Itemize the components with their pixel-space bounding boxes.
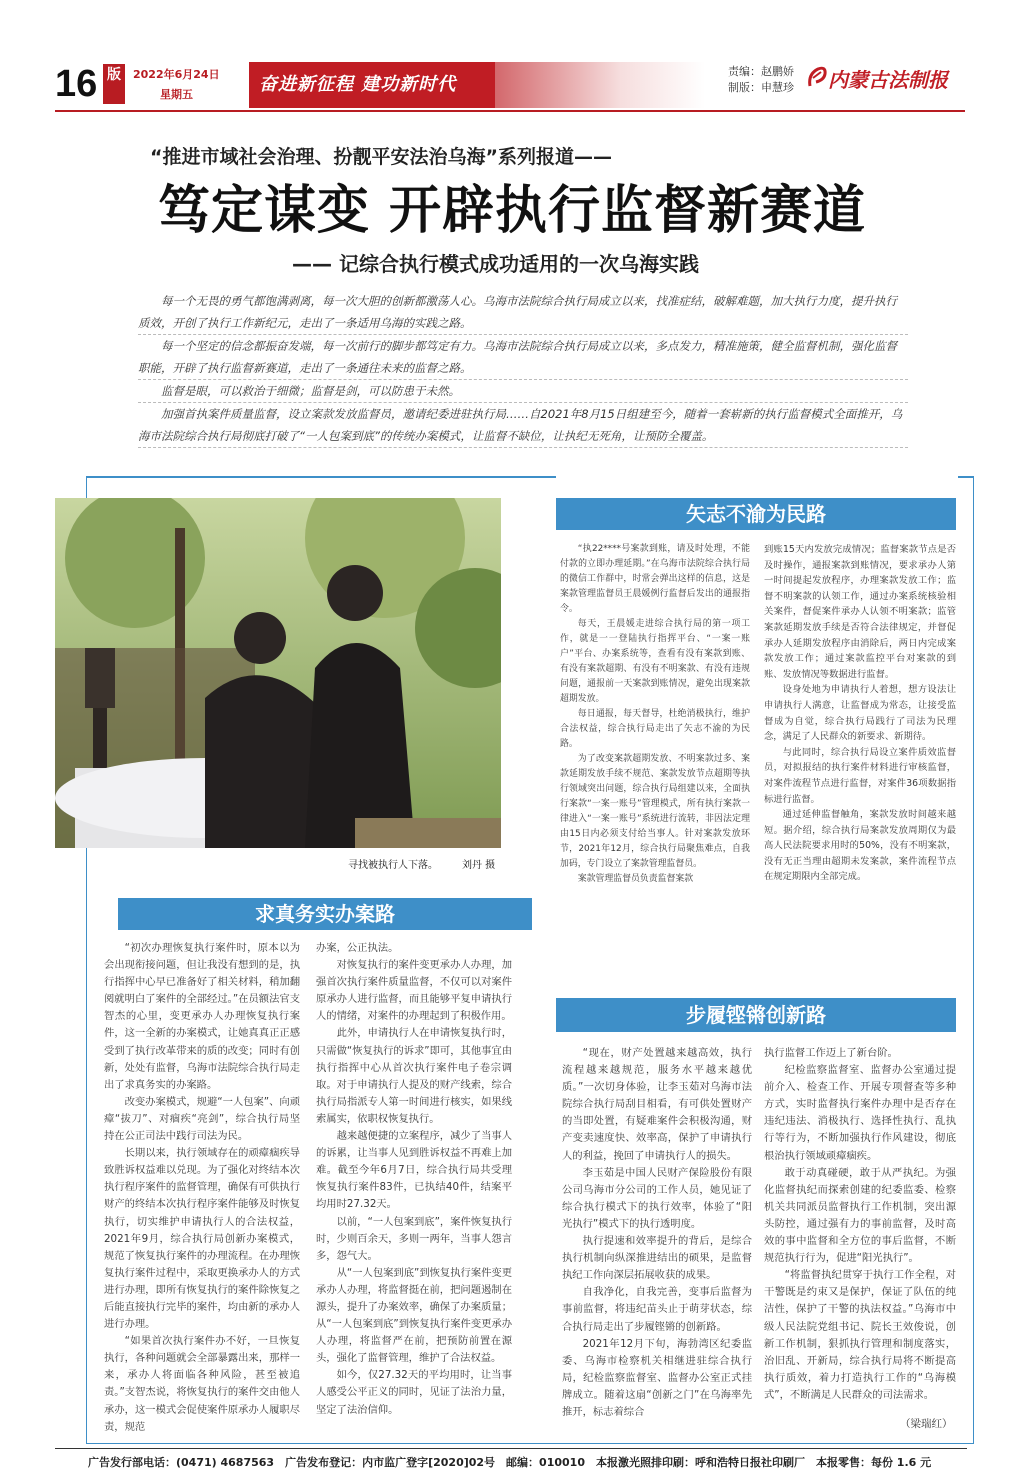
intro-paragraph: 加强首执案件质量监督，设立案款发放监督员，邀请纪委进驻执行局……自2021年8月15日组建至今，随着一套崭新的执行监督模式全面推开，乌海市法院综合执行局彻底打破了“一人包案到底”的传统办案模式，让监督不缺位，让执纪无死角，让预防全覆盖。 [138,403,908,448]
body-paragraph: 以前，“一人包案到底”，案件恢复执行时，少则百余天，多则一两年，当事人怨言多，怨气大。 [316,1215,513,1262]
body-paragraph: 到账15天内发放完成情况；监督案款节点是否及时操作，通报案款到账情况，要求承办人第一时间提起发放程序，办理案款发放工作；监督不明案款的认领工作，通过办案系统核验相关案件，督促案件承办人认领不明案款；监管案款延期发放手续是否符合法律规定，并督促承办人延期发放程序由消除后，两日内完成案款发放工作；通过案款监控平台对案款的到账、发放情况等数据进行监督。 [764,544,956,680]
section-heading: 步履铿锵创新路 [556,998,956,1032]
issue-weekday: 星期五 [160,88,193,101]
body-paragraph: “初次办理恢复执行案件时，原本以为会出现衔接问题，但让我没有想到的是，执行指挥中心早已准备好了相关材料，稍加翻阅就明白了案件的全部经过。”在员额法官支智杰的心里，变更承办人办理恢复执行案件，这一全新的办案模式，让她真真正正感受到了执行改革带来的质的改变；同时有创新，处处有监督，乌海市法院综合执行局走出了求真务实的办案路。 [104,942,300,1091]
frame-top-rule [86,476,556,478]
body-paragraph: 每天，王晨媛走进综合执行局的第一项工作，就是一一登陆执行指挥平台、“一案一账户”平台、办案系统等，查看有没有案款到账、有没有案款超期、有没有不明案款、有没有违规问题，通报前一天案款到账情况，避免出现案款超期发放。 [560,619,750,704]
body-paragraph: 此外，申请执行人在申请恢复执行时，只需做“恢复执行的诉求”即可，其他事宜由执行指挥中心从首次执行案件电子卷宗调取。对于申请执行人提及的财产线索，综合执行局指派专人第一时间进行核实，如果线索属实，依职权恢复执行。 [316,1027,513,1125]
photo-credit: 刘丹 摄 [462,860,496,871]
subheadline: —— 记综合执行模式成功适用的一次乌海实践 [292,252,699,276]
body-paragraph: 纪检监察监督室、监督办公室通过提前介入、检查工作、开展专项督查等多种方式，实时监督执行案件办理中是否存在违纪违法、消极执行、选择性执行、乱执行等行为，不断加强执行作风建设，彻底根治执行领域顽瘴痼疾。 [764,1064,956,1162]
body-paragraph: 长期以来，执行领域存在的顽瘴痼疾导致胜诉权益难以兑现。为了强化对终结本次执行程序案件的监督管理，确保有可供执行财产的终结本次执行程序案件能够及时恢复执行，切实维护申请执行人的合法权益，2021年9月，综合执行局创新办案模式，规范了恢复执行案件的办理流程。在办理恢复执行案件过程中，采取更换承办人的方式进行办理，即所有恢复执行的案件除恢复之后能直接执行完毕的案件，均由新的承办人进行办理。 [104,1147,300,1331]
body-paragraph: 改变办案模式，规避“一人包案”、向顽瘴“拔刀”、对痼疾“亮剑”，综合执行局坚持在公正司法中践行司法为民。 [104,1095,301,1143]
page-number: 16 [55,63,98,105]
body-column [764,1045,956,1404]
body-paragraph: 李玉茹是中国人民财产保险股份有限公司乌海市分公司的工作人员，她见证了综合执行模式下的执行效率，体验了“阳光执行”模式下的执行透明度。 [562,1166,752,1230]
body-paragraph: 2021年12月下旬，海勃湾区纪委监委、乌海市检察机关相继进驻综合执行局，纪检监察监督室、监督办公室正式挂牌成立。随着这扇“创新之门”在乌海率先推开，标志着综合 [562,1337,752,1418]
body-paragraph: 通过延伸监督触角，案款发放时间越来越短。据介绍，综合执行局案款发放周期仅为最高人民法院要求用时的50%，没有不明案款，没有无正当理由超期未发案款，案件流程节点在规定期限内全部完成。 [764,809,956,883]
photo-caption: 寻找被执行人下落。 [348,860,438,871]
body-paragraph: 案款管理监督员负责监督案款 [577,874,694,884]
intro-paragraph: 每一个无畏的勇气都饱满剥离，每一次大胆的创新都激荡人心。乌海市法院综合执行局成立以来，找准症结，破解难题，加大执行力度，提升执行质效，开创了执行工作新纪元，走出了一条适用乌海的实践之路。 [138,290,908,335]
producer-name: 制版：申慧珍 [728,81,794,94]
section-heading: 求真务实办案路 [118,898,532,930]
body-paragraph: 办案，公正执法。 [316,942,399,954]
body-paragraph: 从“一人包案到底”到恢复执行案件变更承办人办理，将监督挺在前，把问题遏制在源头，提升了办案效率，确保了办案质量；从“一人包案到底”到恢复执行案件变更承办人办理，将监督严在前，把预防前置在源头，强化了监督管理，维护了合法权益。 [316,1266,513,1365]
body-column [562,1045,752,1421]
masthead-rule [55,110,965,112]
body-paragraph: 执行监督工作迈上了新台阶。 [764,1047,898,1059]
body-paragraph: 设身处地为申请执行人着想，想方设法让申请执行人满意，让监督成为常态，让接受监督成为自觉，综合执行局践行了司法为民理念，满足了人民群众的新要求、新期待。 [764,684,956,743]
footer-rule [55,1448,967,1449]
issue-date: 2022年6月24日 [133,68,220,81]
body-paragraph: 越来越便捷的立案程序，减少了当事人的诉累，让当事人见到胜诉权益不再难上加难。截至今年6月7日，综合执行局共受理恢复执行案件83件，已执结40件，结案平均用时27.32天。 [316,1130,512,1211]
body-paragraph: 如今，仅27.32天的平均用时，让当事人感受公平正义的同时，见证了法治力量，坚定了法治信仰。 [316,1369,512,1416]
body-column [104,940,300,1436]
editor-credits [728,64,794,96]
body-paragraph: 与此同时，综合执行局设立案件质效监督员，对拟报结的执行案件材料进行审核监督，对案件流程节点进行监督，对案件36项数据指标进行监督。 [764,746,956,805]
intro-block [138,290,908,448]
frame-top-rule [958,476,974,478]
body-paragraph: 每日通报，每天督导，杜绝消极执行，维护合法权益，综合执行局走出了矢志不渝的为民路。 [560,709,750,749]
body-paragraph: 自我净化，自我完善，变事后监督为事前监督，将违纪苗头止于萌芽状态，综合执行局走出了步履铿锵的创新路。 [562,1286,752,1333]
body-paragraph: 对恢复执行的案件变更承办人办理，加强首次执行案件质量监督，不仅可以对案件原承办人进行监督，而且能够平复申请执行人的情绪，对案件的办理起到了积极作用。 [316,959,512,1023]
body-column [560,542,750,887]
banner-gradient [495,62,705,108]
body-paragraph: 执行提速和效率提升的背后，是综合执行机制向纵深推进结出的硕果，是监督执纪工作向深层拓展收获的成果。 [562,1235,752,1282]
editor-name: 责编：赵鹏娇 [728,65,794,78]
theme-banner: 奋进新征程 建功新时代 [249,62,495,108]
author-signoff: （梁瑞红） [900,1418,953,1430]
body-paragraph: 敢于动真碰硬，敢于从严执纪。为强化监督执纪而探索创建的纪委监委、检察机关共同派员监督执行工作机制，突出源头防控，通过强有力的事前监督，及时高效的事中监督和全方位的事后监督，不断规范执行行为，促进“阳光执行”。 [764,1166,956,1265]
headline: 笃定谋变 开辟执行监督新赛道 [157,180,867,241]
body-paragraph: “如果首次执行案件办不好，一旦恢复执行，各种问题就会全部暴露出来，那样一来，承办人将面临各种风险，甚至被追责。”支智杰说，将恢复执行的案件交由他人承办，这一模式会促使案件原承办人履职尽责，规范 [104,1335,300,1433]
body-column [316,940,512,1419]
article-photo [55,498,501,848]
section-heading: 矢志不渝为民路 [556,498,956,530]
newspaper-logo-icon [806,66,828,90]
body-paragraph: “执22****号案款到账，请及时处理，不能付款的立即办理延期。”在乌海市法院综合执行局的微信工作群中，时常会弹出这样的信息，这是案款管理监督员王晨媛例行监督后发出的通报指令。 [560,544,750,614]
body-paragraph: 为了改变案款超期发放、不明案款过多、案款延期发放手续不规范、案款发放节点超期等执行领域突出问题，综合执行局组建以来，全面执行案款“一案一账号”管理模式，所有执行案款一律进入“一案一账号”系统进行流转，非因法定理由15日内必须支付给当事人。针对案款发放环节，2021年12月，综合执行局聚焦难点，自我加码，专门设立了案款管理监督员。 [560,754,750,869]
page-suffix: 版 [103,64,125,104]
footer-info: 广告发行部电话：(0471) 4687563 广告发布登记：内市监广登字[2020]02号 邮编：010010 本报激光照排印刷：呼和浩特日报社印刷厂 本报零售：每份 1.6 元 [88,1456,932,1469]
intro-paragraph: 监督是眼，可以救治于细微；监督是剑，可以防患于未然。 [138,380,908,403]
newspaper-logo: 内蒙古法制报 [828,68,948,92]
intro-paragraph: 每一个坚定的信念都振奋发端，每一次前行的脚步都笃定有力。乌海市法院综合执行局成立以来，多点发力，精准施策，健全监督机制，强化监督职能，开辟了执行监督新赛道，走出了一条通往未来的监督之路。 [138,335,908,380]
body-column [764,542,956,885]
series-title: “推进市域社会治理、扮靓平安法治乌海”系列报道—— [150,146,612,168]
body-paragraph: “将监督执纪贯穿于执行工作全程，对干警既是约束又是保护，保证了队伍的纯洁性，保护了干警的执法权益。”乌海市中级人民法院党组书记、院长王效俊说，创新工作机制，狠抓执行管理和制度落实，治旧乱、开新局，综合执行局将不断提高执行质效，着力打造执行工作的“乌海模式”，不断满足人民群众的司法需求。 [764,1269,956,1401]
body-paragraph: “现在，财产处置越来越高效，执行流程越来越规范，服务水平越来越优质。”一次切身体验，让李玉茹对乌海市法院综合执行局刮目相看，有可供处置财产的当即处置，有疑难案件会积极沟通，财产变卖速度快、效率高，保护了申请执行人的利益，挽回了申请执行人的损失。 [562,1047,752,1162]
